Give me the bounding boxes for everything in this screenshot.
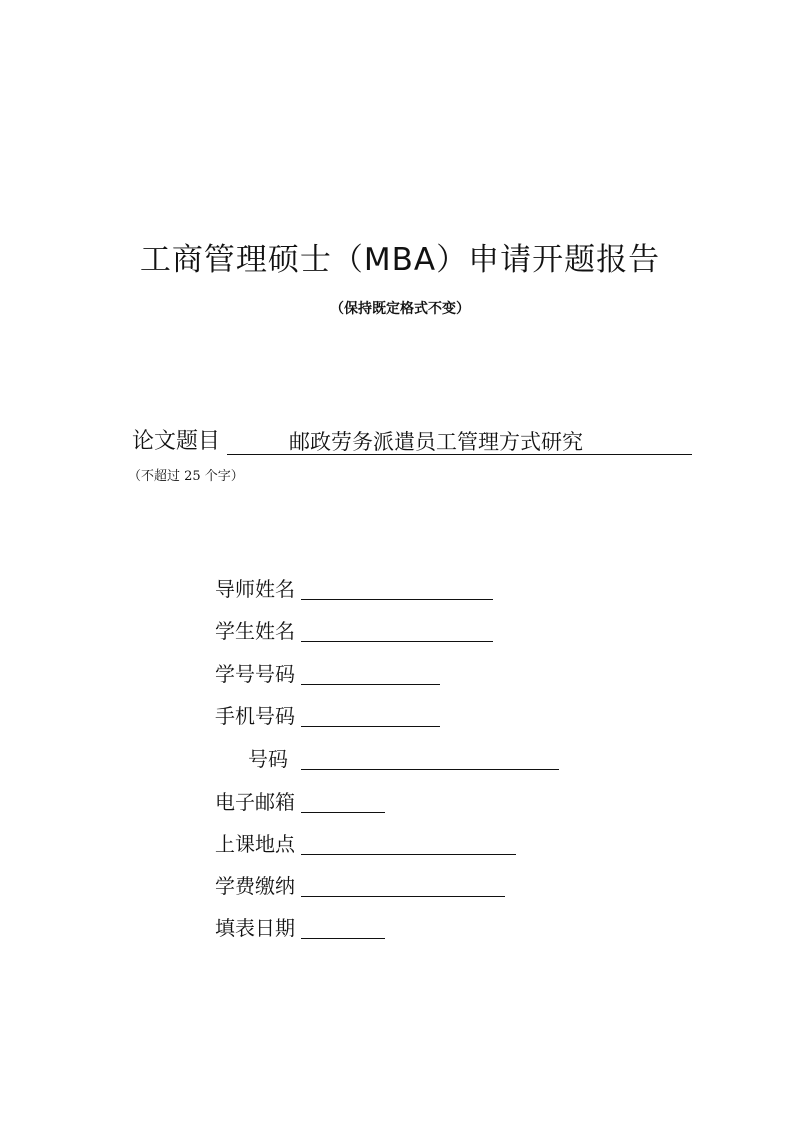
student-name-label: 学生姓名 bbox=[215, 619, 295, 643]
phone-number-blank[interactable] bbox=[301, 769, 559, 770]
student-id-field bbox=[215, 660, 445, 688]
student-id-blank[interactable] bbox=[301, 684, 440, 685]
email-label: 电子邮箱 bbox=[215, 790, 295, 814]
thesis-title-value[interactable]: 邮政劳务派遣员工管理方式研究 bbox=[289, 430, 583, 454]
student-name-blank[interactable] bbox=[301, 641, 493, 642]
fill-date-field bbox=[215, 914, 390, 942]
thesis-title-row bbox=[132, 428, 697, 458]
format-note: （保持既定格式不变） bbox=[330, 301, 470, 317]
advisor-name-label: 导师姓名 bbox=[215, 577, 295, 601]
email-blank[interactable] bbox=[301, 812, 385, 813]
mobile-number-label: 手机号码 bbox=[215, 704, 295, 728]
tuition-payment-field bbox=[215, 872, 510, 900]
advisor-name-blank[interactable] bbox=[301, 599, 493, 600]
mobile-number-field bbox=[215, 702, 445, 730]
tuition-payment-label: 学费缴纳 bbox=[215, 874, 295, 898]
fill-date-label: 填表日期 bbox=[215, 916, 295, 940]
student-name-field bbox=[215, 617, 495, 645]
tuition-payment-blank[interactable] bbox=[301, 896, 505, 897]
class-location-blank[interactable] bbox=[301, 854, 516, 855]
advisor-name-field bbox=[215, 575, 495, 603]
class-location-field bbox=[215, 830, 520, 858]
report-title: 工商管理硕士（MBA）申请开题报告 bbox=[139, 242, 661, 278]
thesis-length-note: （不超过 25 个字） bbox=[128, 469, 244, 484]
class-location-label: 上课地点 bbox=[215, 832, 295, 856]
phone-number-field bbox=[248, 745, 563, 773]
fill-date-blank[interactable] bbox=[301, 938, 385, 939]
email-field bbox=[215, 788, 390, 816]
student-id-label: 学号号码 bbox=[215, 662, 295, 686]
thesis-title-label: 论文题目 bbox=[132, 429, 221, 454]
mobile-number-blank[interactable] bbox=[301, 726, 440, 727]
phone-number-label: 号码 bbox=[248, 747, 288, 771]
